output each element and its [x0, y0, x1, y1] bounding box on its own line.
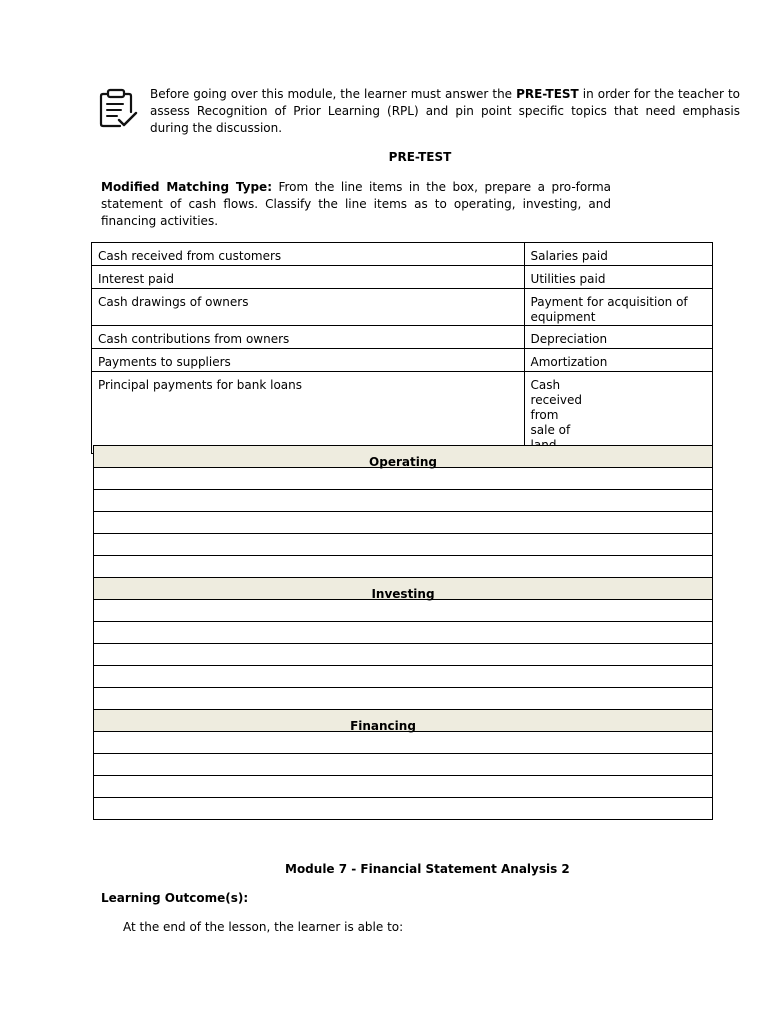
module-title: Module 7 - Financial Statement Analysis 2 [285, 862, 570, 876]
line-item: Cash contributions from owners [92, 326, 525, 349]
table-row [92, 326, 713, 349]
answer-cell[interactable] [94, 622, 713, 644]
table-row [92, 266, 713, 289]
answer-cell[interactable] [94, 556, 713, 578]
learning-outcomes-intro: At the end of the lesson, the learner is able to: [123, 920, 404, 934]
clipboard-check-icon [96, 86, 140, 130]
answer-cell[interactable] [94, 512, 713, 534]
answer-row[interactable] [94, 754, 713, 776]
instructions: Modified Matching Type: From the line items in the box, prepare a pro-forma statement of cash flows. Classify the line items as to operating, investing, and financing activities. [101, 180, 611, 228]
answer-cell[interactable] [94, 776, 713, 798]
answer-cell[interactable] [94, 754, 713, 776]
answer-cell[interactable] [94, 644, 713, 666]
line-item: Cash drawings of owners [92, 289, 525, 326]
answer-row[interactable] [94, 512, 713, 534]
answer-cell[interactable] [94, 468, 713, 490]
financing-header: Financing [94, 710, 713, 732]
table-row [92, 289, 713, 326]
answer-row[interactable] [94, 600, 713, 622]
line-item: Amortization [524, 349, 712, 372]
line-item: Depreciation [524, 326, 712, 349]
operating-header: Operating [94, 446, 713, 468]
answer-row[interactable] [94, 468, 713, 490]
answer-row[interactable] [94, 732, 713, 754]
table-row [92, 349, 713, 372]
section-header-row [94, 578, 713, 600]
section-header-row [94, 710, 713, 732]
line-item: Payments to suppliers [92, 349, 525, 372]
answer-cell[interactable] [94, 534, 713, 556]
answer-row[interactable] [94, 622, 713, 644]
answer-cell[interactable] [94, 600, 713, 622]
table-row [92, 372, 713, 454]
section-header-row [94, 446, 713, 468]
line-item: Cash received from sale of [524, 372, 712, 454]
line-item: Cash received from customers [92, 243, 525, 266]
answer-row[interactable] [94, 644, 713, 666]
answer-row[interactable] [94, 798, 713, 820]
answer-cell[interactable] [94, 490, 713, 512]
line-item: Interest paid [92, 266, 525, 289]
answer-row[interactable] [94, 490, 713, 512]
investing-header: Investing [94, 578, 713, 600]
learning-outcomes-heading: Learning Outcome(s): [101, 891, 249, 905]
answer-row[interactable] [94, 688, 713, 710]
line-item: Payment for acquisition of equipment [524, 289, 712, 326]
answer-row[interactable] [94, 534, 713, 556]
pretest-title: PRE-TEST [388, 150, 452, 164]
answer-row[interactable] [94, 666, 713, 688]
line-item: Utilities paid [524, 266, 712, 289]
answer-cell[interactable] [94, 666, 713, 688]
answer-cell[interactable] [94, 798, 713, 820]
intro-pretest-emphasis: PRE-TEST [516, 87, 579, 101]
line-item: Salaries paid [524, 243, 712, 266]
answer-row[interactable] [94, 776, 713, 798]
answer-table [93, 445, 713, 820]
answer-cell[interactable] [94, 732, 713, 754]
intro-paragraph: Before going over this module, the learner must answer the PRE-TEST in order for the teacher to assess Recognition of Prior Learning (RPL) and pin point specific topics that need emphasis during the discussion. [150, 87, 740, 135]
instructions-label: Modified Matching Type: [101, 180, 272, 194]
line-item: Principal payments for bank loans [92, 372, 525, 454]
answer-row[interactable] [94, 556, 713, 578]
table-row [92, 243, 713, 266]
line-items-table [91, 242, 713, 454]
answer-cell[interactable] [94, 688, 713, 710]
